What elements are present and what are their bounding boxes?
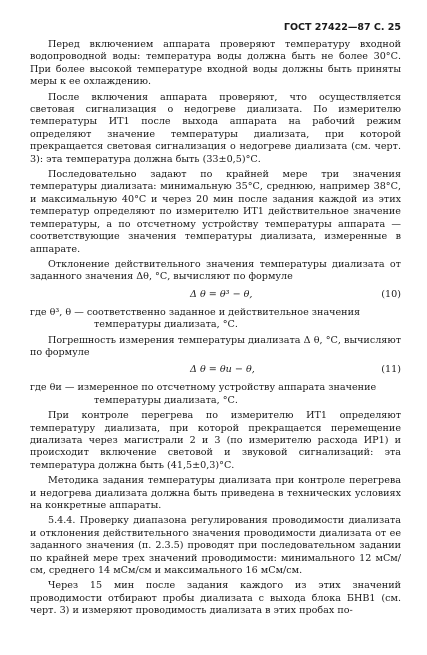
paragraph-method-note: Методика задания температуры диализата при контроле перегрева и недогрева диализата должна быть приведена в технических условиях на конкретные аппараты. bbox=[30, 475, 401, 511]
paragraph-temperature-setpoints: Последовательно задают по крайней мере три значения температуры диализата: минимальную 35°С, среднюю, например 38°С, и максимальную 40°С и через 20 мин после задания каждой из этих температур определяют по измерителю ИТ1 действительное значение температуры, а по отсчетному устройству температуры аппарата — соответствующие значения температуры диализата, измеренные в аппарате. bbox=[30, 169, 401, 255]
formula-10-legend bbox=[30, 307, 401, 332]
formula-10-legend-cont: температуры диализата, °С. bbox=[94, 319, 238, 331]
formula-11-legend-cont: температуры диализата, °С. bbox=[94, 394, 238, 406]
formula-11-legend bbox=[30, 382, 401, 407]
paragraph-sampling: Через 15 мин после задания каждого из этих значений проводимости отбирают пробы диализата с выхода блока БНВ1 (см. черт. 3) и измеряют проводимость диализата в этих пробах по- bbox=[30, 580, 401, 617]
paragraph-error-intro: Погрешность измерения температуры диализата Δ θ, °С, вычисляют по формуле bbox=[30, 334, 401, 358]
formula-10-expression: Δ θ = θ³ − θ, bbox=[190, 288, 253, 300]
paragraph-overheat-control: При контроле перегрева по измерителю ИТ1 определяют температуру диализата, при которой прекращается перемещение диализата через магистрали 2 и 3 (по измерителю расхода ИР1) и происходит включение световой и звуковой сигнализаций: эта температура должна быть (41,5±0,3)°С. bbox=[30, 410, 401, 471]
formula-11-legend-lead: где θи — измеренное по отсчетному устройству аппарата значение bbox=[30, 382, 377, 394]
formula-11-number: (11) bbox=[381, 364, 401, 376]
paragraph-section-5-4-4: 5.4.4. Проверку диапазона регулирования проводимости диализата и отклонения действительного значения проводимости диализата от ее заданного значения (п. 2.3.5) проводят при последовательном задании по крайней мере трех значений проводимости: минимального 12 мСм/см, среднего 14 мСм/см и максимального 16 мСм/см. bbox=[30, 515, 401, 577]
page-header: ГОСТ 27422—87 С. 25 bbox=[283, 22, 401, 33]
formula-10 bbox=[30, 287, 401, 303]
formula-10-number: (10) bbox=[381, 288, 401, 300]
paragraph-underheat-signal: После включения аппарата проверяют, что осуществляется световая сигнализация о недогреве диализата. По измерителю температуры ИТ1 после выхода аппарата на рабочий режим определяют значение температуры диализата, при которой прекращается световая сигнализация о недогреве диализата (см. черт. 3): эта температура должна быть (33±0,5)°С. bbox=[30, 91, 401, 165]
formula-11-expression: Δ θ = θи − θ, bbox=[190, 364, 255, 376]
paragraph-deviation-intro: Отклонение действительного значения температуры диализата от заданного значения Δθ, °С, вычисляют по формуле bbox=[30, 258, 401, 283]
formula-11 bbox=[30, 362, 401, 378]
paragraph-inlet-water: Перед включением аппарата проверяют температуру входной водопроводной воды: температура воды должна быть не более 30°С. При более высокой температуре входной воды должны быть приняты меры к ее охлаждению. bbox=[30, 39, 401, 88]
formula-10-legend-lead: где θ³, θ — соответственно заданное и действительное значения bbox=[30, 306, 361, 318]
